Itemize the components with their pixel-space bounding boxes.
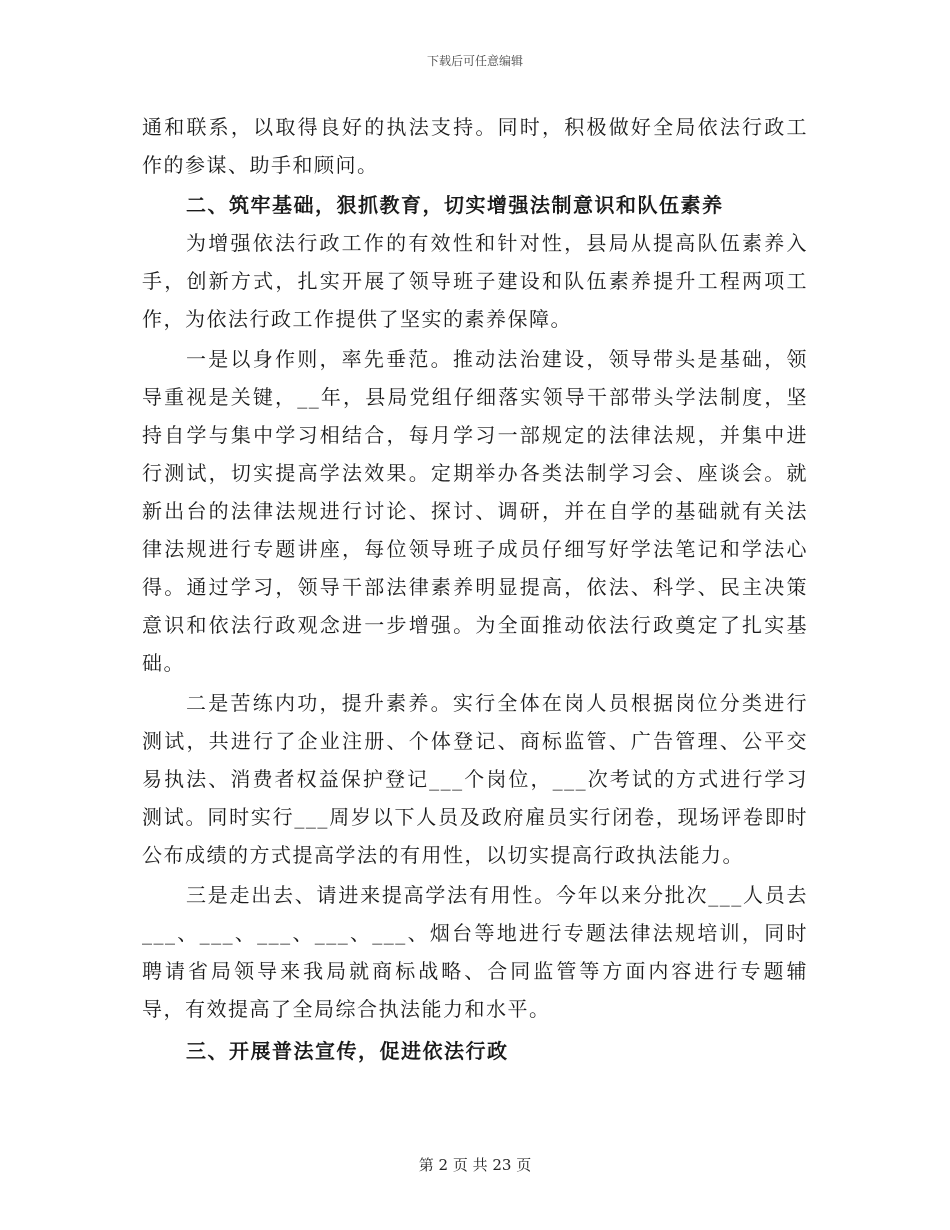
- paragraph-point-3: 三是走出去、请进来提高学法有用性。今年以来分批次___人员去___、___、___、___、___、烟台等地进行专题法律法规培训，同时聘请省局领导来我局就商标战略、合同监管等方面内容进行专题辅导，有效提高了全局综合执法能力和水平。: [142, 883, 808, 1021]
- paragraph-point-2: 二是苦练内功，提升素养。实行全体在岗人员根据岗位分类进行测试，共进行了企业注册、个体登记、商标监管、广告管理、公平交易执法、消费者权益保护登记___个岗位，___次考试的方式进行学习测试。同时实行___周岁以下人员及政府雇员实行闭卷，现场评卷即时公布成绩的方式提高学法的有用性，以切实提高行政执法能力。: [142, 691, 808, 867]
- section-heading-2: 二、筑牢基础，狠抓教育，切实增强法制意识和队伍素养: [186, 193, 724, 217]
- document-body: [142, 108, 808, 1070]
- paragraph-continuation: 通和联系，以取得良好的执法支持。同时，积极做好全局依法行政工作的参谋、助手和顾问。: [142, 115, 808, 177]
- page-footer: 第 2 页 共 23 页: [418, 1156, 532, 1174]
- paragraph-point-1: 一是以身作则，率先垂范。推动法治建设，领导带头是基础，领导重视是关键，__年，县局党组仔细落实领导干部带头学法制度，坚持自学与集中学习相结合，每月学习一部规定的法律法规，并集中进行测试，切实提高学法效果。定期举办各类法制学习会、座谈会。就新出台的法律法规进行讨论、探讨、调研，并在自学的基础就有关法律法规进行专题讲座，每位领导班子成员仔细写好学法笔记和学法心得。通过学习，领导干部法律素养明显提高，依法、科学、民主决策意识和依法行政观念进一步增强。为全面推动依法行政奠定了扎实基础。: [142, 347, 808, 675]
- section-heading-3: 三、开展普法宣传，促进依法行政: [186, 1039, 509, 1063]
- paragraph-intro: 为增强依法行政工作的有效性和针对性，县局从提高队伍素养入手，创新方式，扎实开展了领导班子建设和队伍素养提升工程两项工作，为依法行政工作提供了坚实的素养保障。: [142, 231, 808, 331]
- page-header: 下载后可任意编辑: [426, 54, 523, 68]
